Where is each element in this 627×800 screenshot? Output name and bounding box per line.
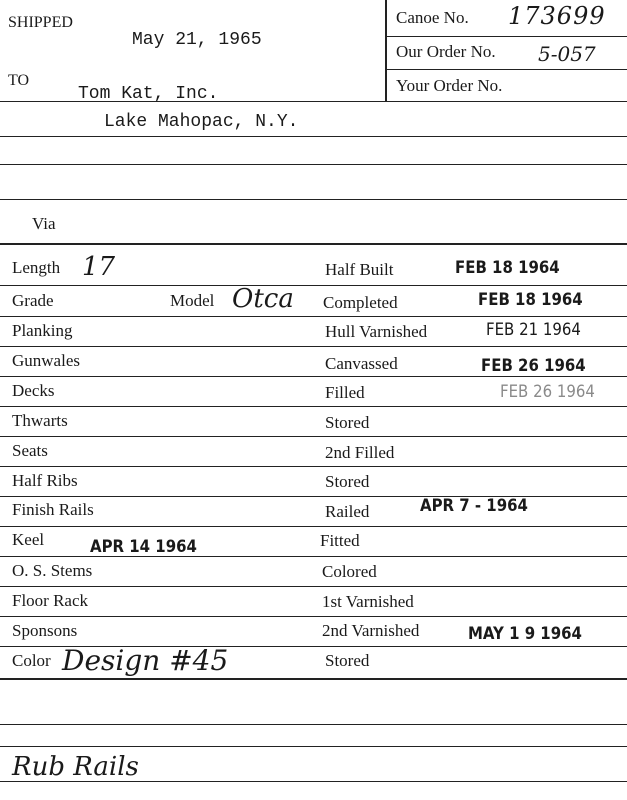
rule-line <box>0 243 627 245</box>
rule-line <box>0 376 627 377</box>
thwarts-label: Thwarts <box>12 411 68 430</box>
completed-date-stamp: FEB 18 1964 <box>478 290 583 310</box>
fitted-label: Fitted <box>320 531 360 550</box>
rule-line <box>0 436 627 437</box>
via-label: Via <box>32 214 56 233</box>
planking-label: Planking <box>12 321 73 340</box>
length-value: 17 <box>82 252 116 282</box>
railed-label: Railed <box>325 502 370 521</box>
stored-label: Stored <box>325 472 370 491</box>
color-label: Color <box>12 651 51 670</box>
keel-date-stamp: APR 14 1964 <box>90 537 197 557</box>
stored-label: Stored <box>325 413 370 432</box>
rule-line <box>0 285 627 286</box>
our-order-label: Our Order No. <box>396 42 496 61</box>
order-box-divider <box>387 36 627 37</box>
color-value: Design #45 <box>62 644 229 677</box>
rule-line <box>0 496 627 497</box>
gunwales-label: Gunwales <box>12 351 80 370</box>
rule-line <box>0 406 627 407</box>
second-varnished-label: 2nd Varnished <box>322 621 420 640</box>
shipped-date: May 21, 1965 <box>132 30 262 50</box>
decks-label: Decks <box>12 381 55 400</box>
canoe-no-label: Canoe No. <box>396 8 469 27</box>
your-order-label: Your Order No. <box>396 76 503 95</box>
railed-date-stamp: APR 7 - 1964 <box>420 496 528 516</box>
first-varnished-label: 1st Varnished <box>322 592 414 611</box>
half-built-label: Half Built <box>325 260 394 279</box>
rule-line <box>0 136 627 137</box>
completed-label: Completed <box>323 293 398 312</box>
hull-varnished-date-stamp: FEB 21 1964 <box>486 320 581 340</box>
rule-line <box>0 586 627 587</box>
rule-line <box>0 526 627 527</box>
stored-label: Stored <box>325 651 370 670</box>
length-label: Length <box>12 258 61 277</box>
to-name: Tom Kat, Inc. <box>78 84 219 104</box>
rule-line <box>0 466 627 467</box>
hull-varnished-label: Hull Varnished <box>325 322 428 341</box>
half-built-date-stamp: FEB 18 1964 <box>455 258 560 278</box>
finish-rails-label: Finish Rails <box>12 500 94 519</box>
order-box-left-border <box>385 0 387 102</box>
rule-line <box>0 316 627 317</box>
order-box-divider <box>387 69 627 70</box>
filled-label: Filled <box>325 383 365 402</box>
model-value: Otca <box>232 284 294 314</box>
rule-line <box>0 199 627 200</box>
rule-line <box>0 616 627 617</box>
rule-line <box>0 724 627 725</box>
to-address: Lake Mahopac, N.Y. <box>104 112 299 132</box>
keel-label: Keel <box>12 530 45 549</box>
filled-date-stamp: FEB 26 1964 <box>500 382 595 402</box>
rule-line <box>0 678 627 680</box>
floor-rack-label: Floor Rack <box>12 591 89 610</box>
rule-line <box>0 746 627 747</box>
second-filled-label: 2nd Filled <box>325 443 395 462</box>
grade-label: Grade <box>12 291 54 310</box>
seats-label: Seats <box>12 441 48 460</box>
rule-line <box>0 346 627 347</box>
second-varnished-date-stamp: MAY 1 9 1964 <box>468 624 582 644</box>
to-label: TO <box>8 72 30 89</box>
half-ribs-label: Half Ribs <box>12 471 78 490</box>
rule-line <box>0 164 627 165</box>
model-label: Model <box>170 291 215 310</box>
shipped-label: SHIPPED <box>8 14 73 31</box>
colored-label: Colored <box>322 562 377 581</box>
our-order-value: 5-057 <box>538 42 596 66</box>
handwritten-note: Rub Rails <box>12 752 139 782</box>
canvassed-date-stamp: FEB 26 1964 <box>481 356 586 376</box>
canvassed-label: Canvassed <box>325 354 398 373</box>
canoe-no-value: 173699 <box>508 2 606 30</box>
sponsons-label: Sponsons <box>12 621 78 640</box>
os-stems-label: O. S. Stems <box>12 561 93 580</box>
